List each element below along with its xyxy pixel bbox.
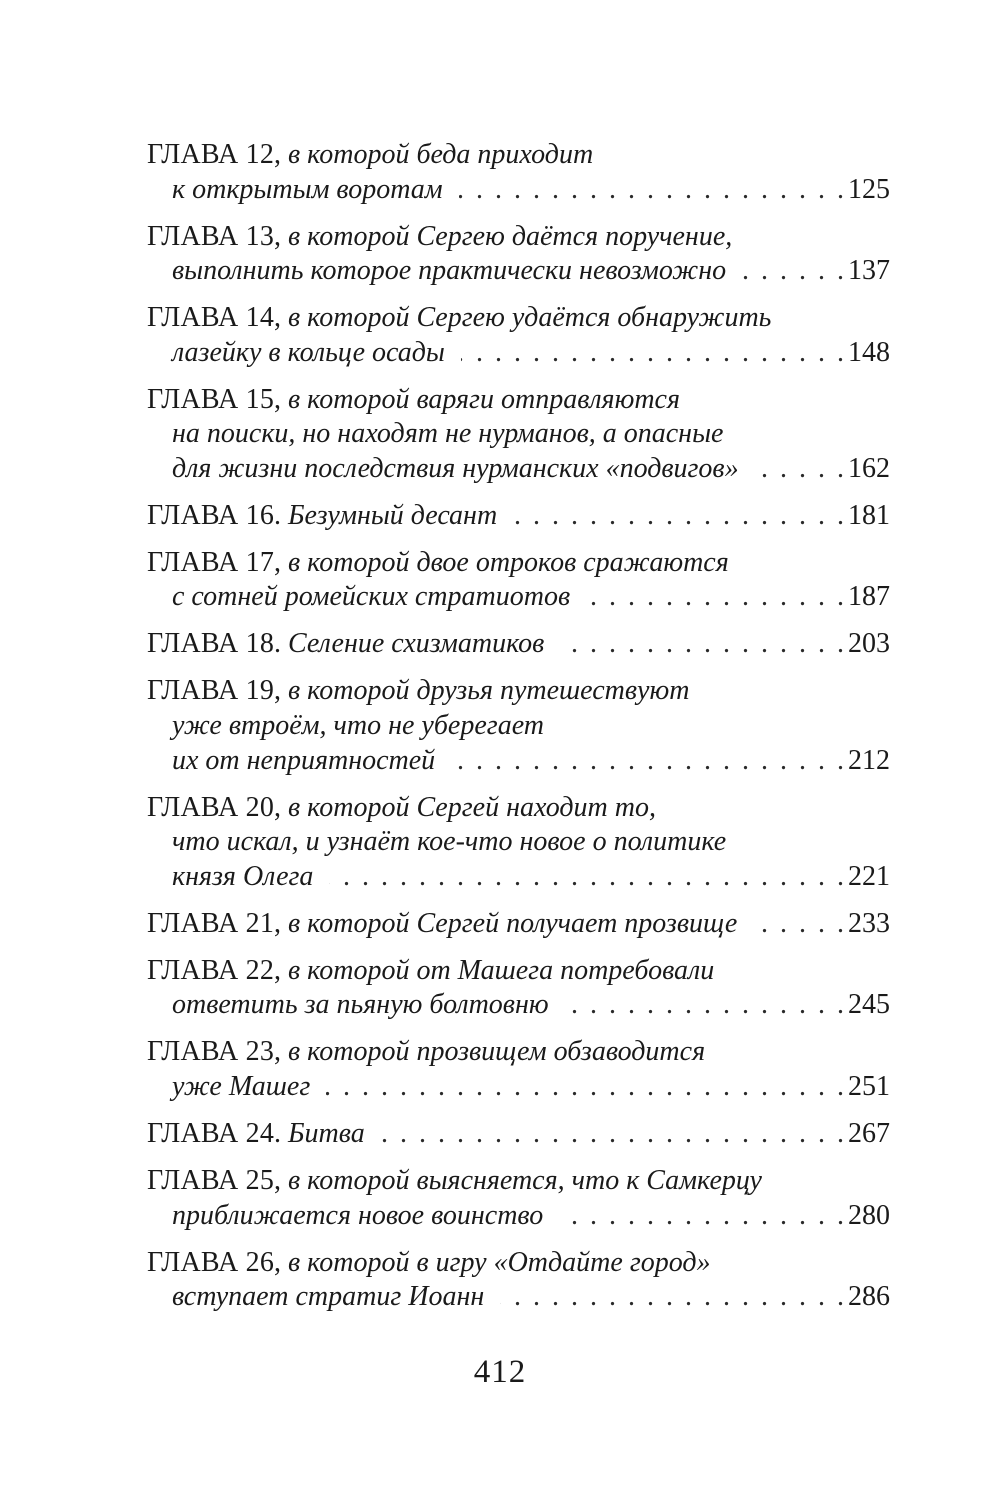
- dot-leader: [381, 1117, 844, 1152]
- chapter-title: в которой Сергею удаётся обнаружить: [288, 302, 772, 334]
- dot-leader: [559, 1199, 844, 1234]
- chapter-page-number: 137: [848, 255, 890, 287]
- chapter-page-number: 125: [848, 173, 890, 205]
- dot-leader: [565, 988, 844, 1023]
- chapter-page-number: 162: [848, 452, 890, 484]
- table-of-contents: [147, 138, 890, 1327]
- chapter-separator: ,: [274, 220, 282, 252]
- toc-line: [147, 1070, 890, 1105]
- toc-line: [147, 709, 890, 744]
- toc-line: [147, 791, 890, 826]
- chapter-title: князя Олега: [172, 860, 314, 892]
- chapter-separator: ,: [274, 546, 282, 578]
- chapter-separator: ,: [274, 907, 282, 939]
- dot-leader: [560, 627, 844, 662]
- chapter-separator: ,: [274, 954, 282, 986]
- toc-line: [147, 1117, 890, 1152]
- toc-entry: [147, 383, 890, 487]
- toc-line: [147, 907, 890, 942]
- toc-line: [147, 1280, 890, 1315]
- chapter-title: выполнить которое практически невозможно: [172, 255, 727, 287]
- chapter-page-number: 286: [848, 1281, 890, 1313]
- chapter-title: лазейку в кольце осады: [172, 336, 445, 368]
- toc-line: [147, 173, 890, 208]
- chapter-page-number: 203: [848, 628, 890, 660]
- chapter-page-number: 245: [848, 989, 890, 1021]
- chapter-label: ГЛАВА 20: [147, 791, 275, 823]
- toc-line: [147, 1199, 890, 1234]
- toc-entry: [147, 220, 890, 289]
- chapter-label: ГЛАВА 17: [147, 546, 275, 578]
- chapter-title: что искал, и узнаёт кое-что новое о политике: [172, 826, 727, 858]
- chapter-separator: ,: [274, 1036, 282, 1068]
- toc-entry: [147, 627, 890, 662]
- chapter-title: в которой друзья путешествуют: [288, 675, 690, 707]
- chapter-label: ГЛАВА 23: [147, 1036, 275, 1068]
- chapter-label: ГЛАВА 25: [147, 1164, 275, 1196]
- toc-line: [147, 546, 890, 581]
- chapter-page-number: 233: [848, 907, 890, 939]
- chapter-title: вступает стратиг Иоанн: [172, 1281, 485, 1313]
- toc-line: [147, 452, 890, 487]
- toc-entry: [147, 546, 890, 615]
- toc-entry: [147, 138, 890, 207]
- chapter-separator: ,: [274, 675, 282, 707]
- chapter-title: в которой двое отроков сражаются: [288, 546, 729, 578]
- dot-leader: [755, 452, 844, 487]
- chapter-title: Битва: [288, 1117, 365, 1149]
- chapter-label: ГЛАВА 21: [147, 907, 275, 939]
- chapter-page-number: 212: [848, 744, 890, 776]
- toc-line: [147, 825, 890, 860]
- chapter-title: в которой от Машега потребовали: [288, 954, 715, 986]
- chapter-title: уже втроём, что не уберегает: [172, 710, 544, 742]
- chapter-separator: .: [274, 499, 282, 531]
- dot-leader: [451, 744, 844, 779]
- toc-entry: [147, 1035, 890, 1104]
- chapter-title: с сотней ромейских стратиотов: [172, 581, 571, 613]
- chapter-label: ГЛАВА 24: [147, 1117, 275, 1149]
- chapter-title: в которой Сергей находит то,: [288, 791, 656, 823]
- chapter-separator: ,: [274, 1246, 282, 1278]
- chapter-title: в которой беда приходит: [288, 139, 594, 170]
- toc-entry: [147, 954, 890, 1023]
- chapter-title: в которой Сергей получает прозвище: [288, 907, 738, 939]
- toc-line: [147, 254, 890, 289]
- chapter-page-number: 251: [848, 1070, 890, 1102]
- toc-entry: [147, 1117, 890, 1152]
- dot-leader: [326, 1070, 844, 1105]
- chapter-label: ГЛАВА 13: [147, 220, 275, 252]
- dot-leader: [329, 860, 844, 895]
- dot-leader: [461, 336, 844, 371]
- chapter-title: приближается новое воинство: [172, 1199, 544, 1231]
- chapter-title: к открытым воротам: [172, 173, 443, 205]
- toc-line: [147, 580, 890, 615]
- chapter-title: уже Машег: [172, 1070, 311, 1102]
- toc-entry: [147, 1246, 890, 1315]
- toc-line: [147, 383, 890, 418]
- chapter-title: ответить за пьяную болтовню: [172, 989, 549, 1021]
- toc-line: [147, 744, 890, 779]
- toc-line: [147, 1164, 890, 1199]
- chapter-title: в которой в игру «Отдайте город»: [288, 1246, 711, 1278]
- chapter-separator: ,: [274, 1164, 282, 1196]
- toc-line: [147, 417, 890, 452]
- chapter-label: ГЛАВА 22: [147, 954, 275, 986]
- chapter-title: Селение схизматиков: [288, 628, 545, 660]
- dot-leader: [586, 580, 844, 615]
- chapter-label: ГЛАВА 16: [147, 499, 275, 531]
- chapter-page-number: 280: [848, 1199, 890, 1231]
- dot-leader: [753, 907, 844, 942]
- chapter-label: ГЛАВА 18: [147, 628, 275, 660]
- chapter-label: ГЛАВА 15: [147, 383, 275, 415]
- chapter-label: ГЛАВА 14: [147, 302, 275, 334]
- toc-entry: [147, 674, 890, 778]
- toc-line: [147, 301, 890, 336]
- toc-line: [147, 499, 890, 534]
- chapter-separator: .: [274, 1117, 282, 1149]
- chapter-title: Безумный десант: [288, 499, 498, 531]
- chapter-separator: ,: [274, 139, 282, 170]
- chapter-page-number: 148: [848, 336, 890, 368]
- chapter-label: ГЛАВА 12: [147, 139, 275, 170]
- chapter-title: на поиски, но находят не нурманов, а опасные: [172, 418, 724, 450]
- chapter-label: ГЛАВА 26: [147, 1246, 275, 1278]
- chapter-separator: .: [274, 628, 282, 660]
- toc-line: [147, 1246, 890, 1281]
- toc-line: [147, 954, 890, 989]
- chapter-title: в которой варяги отправляются: [288, 383, 680, 415]
- toc-line: [147, 336, 890, 371]
- toc-line: [147, 988, 890, 1023]
- dot-leader: [459, 173, 844, 208]
- toc-line: [147, 220, 890, 255]
- toc-line: [147, 1035, 890, 1070]
- chapter-page-number: 221: [848, 860, 890, 892]
- chapter-title: в которой выясняется, что к Самкерцу: [288, 1164, 762, 1196]
- dot-leader: [513, 499, 844, 534]
- dot-leader: [742, 254, 844, 289]
- toc-entry: [147, 1164, 890, 1233]
- chapter-title: для жизни последствия нурманских «подвигов»: [172, 452, 739, 484]
- chapter-separator: ,: [274, 791, 282, 823]
- page-number: 412: [473, 1354, 527, 1390]
- chapter-separator: ,: [274, 302, 282, 334]
- toc-entry: [147, 907, 890, 942]
- chapter-page-number: 187: [848, 581, 890, 613]
- toc-entry: [147, 499, 890, 534]
- toc-entry: [147, 301, 890, 370]
- chapter-label: ГЛАВА 19: [147, 675, 275, 707]
- toc-line: [147, 860, 890, 895]
- toc-line: [147, 674, 890, 709]
- chapter-title: в которой Сергею даётся поручение,: [288, 220, 733, 252]
- toc-entry: [147, 791, 890, 895]
- chapter-page-number: 267: [848, 1117, 890, 1149]
- dot-leader: [500, 1280, 844, 1315]
- toc-line: [147, 138, 890, 173]
- toc-line: [147, 627, 890, 662]
- chapter-title: их от неприятностей: [172, 744, 436, 776]
- chapter-separator: ,: [274, 383, 282, 415]
- chapter-title: в которой прозвищем обзаводится: [288, 1036, 706, 1068]
- chapter-page-number: 181: [848, 499, 890, 531]
